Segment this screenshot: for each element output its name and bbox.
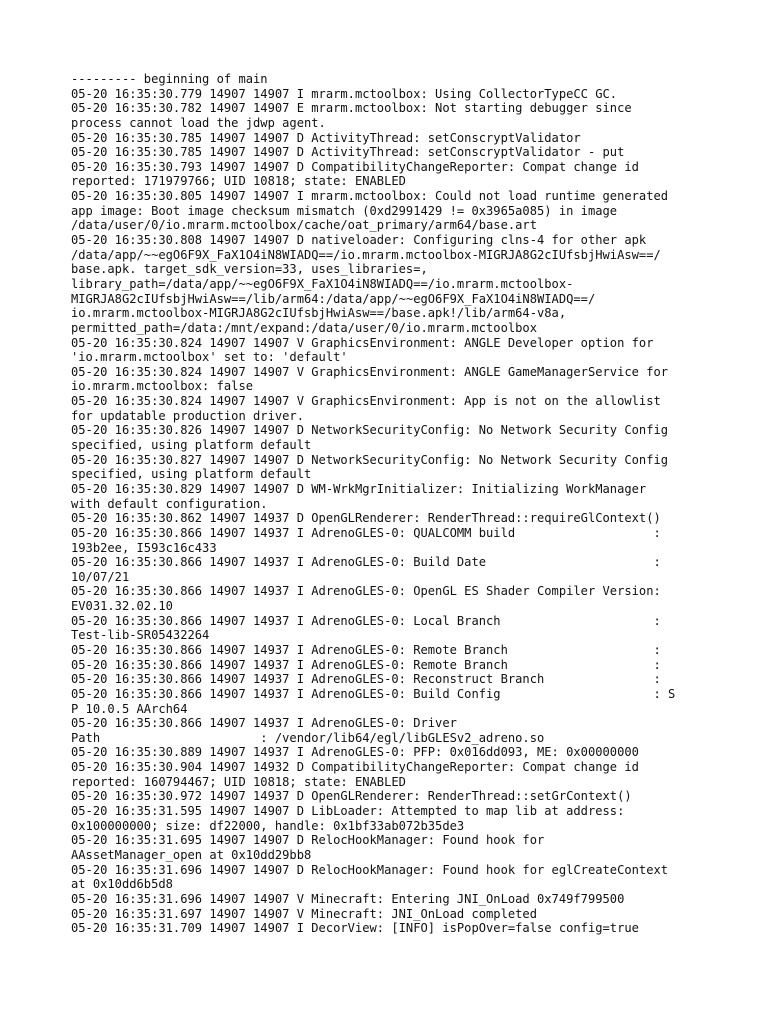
log-line: process cannot load the jdwp agent. [71, 115, 326, 130]
log-line: Path : /vendor/lib64/egl/libGLESv2_adreno.so [71, 730, 545, 745]
log-line: specified, using platform default [71, 467, 312, 482]
log-line: 05-20 16:35:30.972 14907 14937 D OpenGLRenderer: RenderThread::setGrContext() [71, 789, 632, 804]
log-line: 05-20 16:35:31.696 14907 14907 V Minecraft: Entering JNI_OnLoad 0x749f799500 [71, 891, 625, 906]
log-line: 05-20 16:35:30.866 14907 14937 I AdrenoGLES-0: OpenGL ES Shader Compiler Version: [71, 584, 661, 599]
log-line: 05-20 16:35:31.695 14907 14907 D RelocHookManager: Found hook for [71, 833, 545, 848]
log-line: 0x100000000; size: df22000, handle: 0x1bf33ab072b35de3 [71, 818, 465, 833]
log-line: Test-lib-SR05432264 [71, 628, 210, 643]
log-document [71, 72, 761, 936]
log-line: EV031.32.02.10 [71, 599, 173, 614]
log-line: 05-20 16:35:30.824 14907 14907 V GraphicsEnvironment: ANGLE GameManagerService for [71, 364, 669, 379]
log-line: with default configuration. [71, 496, 268, 511]
log-line: --------- beginning of main [71, 72, 268, 86]
log-line: 05-20 16:35:30.866 14907 14937 I AdrenoGLES-0: Driver [71, 716, 457, 731]
log-line: 05-20 16:35:31.696 14907 14907 D RelocHookManager: Found hook for eglCreateContext [71, 862, 669, 877]
log-line: library_path=/data/app/~~egO6F9X_FaX1O4iN8WIADQ==/io.mrarm.mctoolbox- [71, 276, 574, 291]
log-line: 05-20 16:35:30.824 14907 14907 V GraphicsEnvironment: App is not on the allowlist [71, 394, 661, 409]
log-line: 05-20 16:35:30.866 14907 14937 I AdrenoGLES-0: Build Date : [71, 555, 661, 570]
log-line: 193b2ee, I593c16c433 [71, 540, 217, 555]
log-line: 05-20 16:35:30.785 14907 14907 D ActivityThread: setConscryptValidator - put [71, 145, 625, 160]
log-line: 05-20 16:35:30.793 14907 14907 D CompatibilityChangeReporter: Compat change id [71, 159, 639, 174]
log-line: at 0x10dd6b5d8 [71, 877, 173, 892]
log-line: AAssetManager_open at 0x10dd29bb8 [71, 847, 312, 862]
log-line: reported: 171979766; UID 10818; state: ENABLED [71, 174, 406, 189]
log-line: base.apk. target_sdk_version=33, uses_libraries=, [71, 262, 428, 277]
log-line: 05-20 16:35:30.779 14907 14907 I mrarm.mctoolbox: Using CollectorTypeCC GC. [71, 86, 618, 101]
log-line: app image: Boot image checksum mismatch (0xd2991429 != 0x3965a085) in image [71, 203, 618, 218]
log-line: /data/app/~~egO6F9X_FaX1O4iN8WIADQ==/io.mrarm.mctoolbox-MIGRJA8G2cIUfsbjHwiAsw==/ [71, 247, 661, 262]
log-line: specified, using platform default [71, 438, 312, 453]
log-line: for updatable production driver. [71, 408, 304, 423]
log-line: io.mrarm.mctoolbox-MIGRJA8G2cIUfsbjHwiAsw==/base.apk!/lib/arm64-v8a, [71, 306, 567, 321]
log-line: 05-20 16:35:31.697 14907 14907 V Minecraft: JNI_OnLoad completed [71, 906, 537, 921]
log-line: /data/user/0/io.mrarm.mctoolbox/cache/oat_primary/arm64/base.art [71, 218, 537, 233]
log-line: P 10.0.5 AArch64 [71, 701, 188, 716]
log-line: 05-20 16:35:30.904 14907 14932 D CompatibilityChangeReporter: Compat change id [71, 760, 639, 775]
log-line: 05-20 16:35:30.862 14907 14937 D OpenGLRenderer: RenderThread::requireGlContext() [71, 511, 661, 526]
log-line: 05-20 16:35:30.826 14907 14907 D NetworkSecurityConfig: No Network Security Config [71, 423, 669, 438]
log-line: 05-20 16:35:30.889 14907 14937 I AdrenoGLES-0: PFP: 0x016dd093, ME: 0x00000000 [71, 745, 639, 760]
log-line: 05-20 16:35:30.785 14907 14907 D ActivityThread: setConscryptValidator [71, 130, 581, 145]
log-line: 05-20 16:35:31.595 14907 14907 D LibLoader: Attempted to map lib at address: [71, 804, 625, 819]
log-line: 05-20 16:35:30.866 14907 14937 I AdrenoGLES-0: Build Config : S [71, 686, 676, 701]
log-line: 10/07/21 [71, 569, 130, 584]
log-line: io.mrarm.mctoolbox: false [71, 379, 254, 394]
log-line: 05-20 16:35:30.805 14907 14907 I mrarm.mctoolbox: Could not load runtime generated [71, 189, 669, 204]
log-line: 05-20 16:35:30.808 14907 14907 D nativeloader: Configuring clns-4 for other apk [71, 233, 647, 248]
log-line: 05-20 16:35:30.827 14907 14907 D NetworkSecurityConfig: No Network Security Config [71, 452, 669, 467]
log-line: reported: 160794467; UID 10818; state: ENABLED [71, 774, 406, 789]
log-line: permitted_path=/data:/mnt/expand:/data/user/0/io.mrarm.mctoolbox [71, 320, 537, 335]
log-line: 05-20 16:35:30.866 14907 14937 I AdrenoGLES-0: QUALCOMM build : [71, 525, 661, 540]
log-line: 05-20 16:35:30.866 14907 14937 I AdrenoGLES-0: Local Branch : [71, 613, 661, 628]
log-line: 05-20 16:35:30.866 14907 14937 I AdrenoGLES-0: Remote Branch : [71, 657, 661, 672]
log-line: 05-20 16:35:30.829 14907 14907 D WM-WrkMgrInitializer: Initializing WorkManager [71, 481, 647, 496]
log-line: 'io.mrarm.mctoolbox' set to: 'default' [71, 350, 348, 365]
log-line: 05-20 16:35:30.782 14907 14907 E mrarm.mctoolbox: Not starting debugger since [71, 101, 632, 116]
log-line: MIGRJA8G2cIUfsbjHwiAsw==/lib/arm64:/data/app/~~egO6F9X_FaX1O4iN8WIADQ==/ [71, 291, 596, 306]
log-line: 05-20 16:35:30.866 14907 14937 I AdrenoGLES-0: Remote Branch : [71, 642, 661, 657]
log-line: 05-20 16:35:30.866 14907 14937 I AdrenoGLES-0: Reconstruct Branch : [71, 672, 661, 687]
log-line: 05-20 16:35:30.824 14907 14907 V GraphicsEnvironment: ANGLE Developer option for [71, 335, 654, 350]
log-line: 05-20 16:35:31.709 14907 14907 I DecorView: [INFO] isPopOver=false config=true [71, 921, 639, 936]
